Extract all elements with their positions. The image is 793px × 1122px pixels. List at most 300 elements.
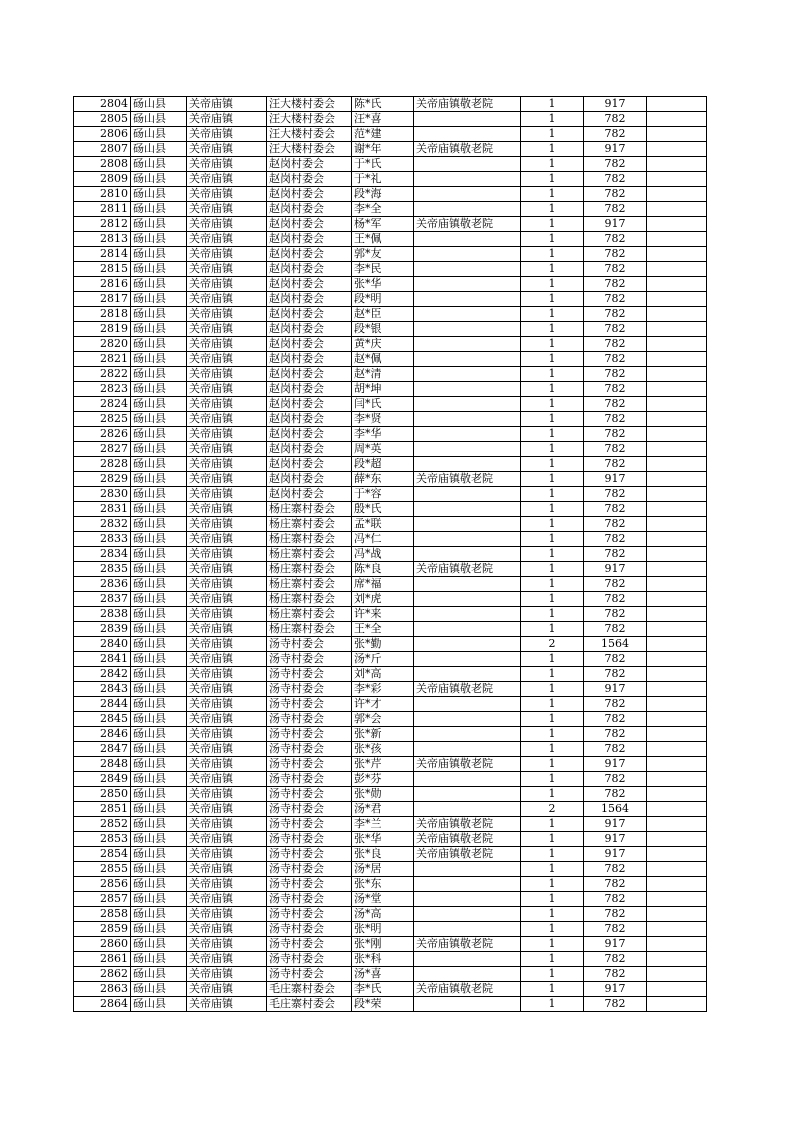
town-cell: 关帝庙镇 [187,937,267,952]
name-cell: 李*氏 [352,982,414,997]
row-index-cell: 2856 [74,877,131,892]
note-cell [647,337,707,352]
name-cell: 张*良 [352,847,414,862]
town-cell: 关帝庙镇 [187,232,267,247]
county-cell: 砀山县 [131,637,187,652]
row-index-cell: 2828 [74,457,131,472]
table-row [74,622,707,637]
count-cell: 1 [521,487,584,502]
table-row [74,847,707,862]
count-cell: 1 [521,187,584,202]
row-index-cell: 2829 [74,472,131,487]
data-table [73,96,707,1012]
town-cell: 关帝庙镇 [187,127,267,142]
count-cell: 1 [521,862,584,877]
village-cell: 赵岗村委会 [267,397,352,412]
count-cell: 1 [521,202,584,217]
row-index-cell: 2858 [74,907,131,922]
town-cell: 关帝庙镇 [187,952,267,967]
county-cell: 砀山县 [131,142,187,157]
village-cell: 赵岗村委会 [267,187,352,202]
institution-cell [414,157,521,172]
county-cell: 砀山县 [131,517,187,532]
county-cell: 砀山县 [131,832,187,847]
name-cell: 于*容 [352,487,414,502]
table-row [74,727,707,742]
table-row [74,682,707,697]
count-cell: 2 [521,802,584,817]
institution-cell [414,607,521,622]
table-row [74,322,707,337]
table-row [74,472,707,487]
note-cell [647,577,707,592]
institution-cell [414,487,521,502]
village-cell: 赵岗村委会 [267,472,352,487]
amount-cell: 782 [584,907,647,922]
note-cell [647,682,707,697]
table-row [74,607,707,622]
town-cell: 关帝庙镇 [187,967,267,982]
row-index-cell: 2850 [74,787,131,802]
table-row [74,277,707,292]
town-cell: 关帝庙镇 [187,697,267,712]
name-cell: 许*才 [352,697,414,712]
row-index-cell: 2818 [74,307,131,322]
institution-cell [414,997,521,1012]
table-row [74,187,707,202]
row-index-cell: 2836 [74,577,131,592]
county-cell: 砀山县 [131,997,187,1012]
amount-cell: 782 [584,412,647,427]
county-cell: 砀山县 [131,577,187,592]
row-index-cell: 2851 [74,802,131,817]
note-cell [647,487,707,502]
county-cell: 砀山县 [131,922,187,937]
count-cell: 1 [521,352,584,367]
institution-cell [414,262,521,277]
town-cell: 关帝庙镇 [187,262,267,277]
note-cell [647,952,707,967]
amount-cell: 917 [584,142,647,157]
note-cell [647,247,707,262]
table-row [74,397,707,412]
row-index-cell: 2844 [74,697,131,712]
table-row [74,502,707,517]
name-cell: 闫*氏 [352,397,414,412]
village-cell: 赵岗村委会 [267,382,352,397]
table-row [74,337,707,352]
name-cell: 刘*虎 [352,592,414,607]
row-index-cell: 2819 [74,322,131,337]
note-cell [647,97,707,112]
village-cell: 赵岗村委会 [267,157,352,172]
note-cell [647,907,707,922]
row-index-cell: 2855 [74,862,131,877]
row-index-cell: 2826 [74,427,131,442]
amount-cell: 782 [584,787,647,802]
county-cell: 砀山县 [131,592,187,607]
table-row [74,997,707,1012]
town-cell: 关帝庙镇 [187,112,267,127]
institution-cell [414,172,521,187]
town-cell: 关帝庙镇 [187,712,267,727]
count-cell: 1 [521,157,584,172]
town-cell: 关帝庙镇 [187,337,267,352]
table-row [74,982,707,997]
note-cell [647,307,707,322]
count-cell: 1 [521,277,584,292]
county-cell: 砀山县 [131,562,187,577]
name-cell: 李*贤 [352,412,414,427]
town-cell: 关帝庙镇 [187,802,267,817]
note-cell [647,547,707,562]
row-index-cell: 2807 [74,142,131,157]
village-cell: 赵岗村委会 [267,277,352,292]
amount-cell: 782 [584,532,647,547]
table-row [74,202,707,217]
institution-cell [414,382,521,397]
note-cell [647,877,707,892]
institution-cell [414,877,521,892]
village-cell: 汤寺村委会 [267,832,352,847]
county-cell: 砀山县 [131,967,187,982]
count-cell: 1 [521,397,584,412]
amount-cell: 782 [584,622,647,637]
town-cell: 关帝庙镇 [187,607,267,622]
count-cell: 1 [521,952,584,967]
note-cell [647,847,707,862]
institution-cell: 关帝庙镇敬老院 [414,97,521,112]
village-cell: 汤寺村委会 [267,877,352,892]
name-cell: 汪*喜 [352,112,414,127]
note-cell [647,832,707,847]
institution-cell: 关帝庙镇敬老院 [414,217,521,232]
town-cell: 关帝庙镇 [187,382,267,397]
amount-cell: 917 [584,562,647,577]
amount-cell: 917 [584,217,647,232]
table-row [74,262,707,277]
institution-cell [414,427,521,442]
village-cell: 杨庄寨村委会 [267,517,352,532]
row-index-cell: 2804 [74,97,131,112]
institution-cell [414,577,521,592]
amount-cell: 782 [584,517,647,532]
count-cell: 1 [521,892,584,907]
town-cell: 关帝庙镇 [187,442,267,457]
table-row [74,967,707,982]
note-cell [647,622,707,637]
town-cell: 关帝庙镇 [187,847,267,862]
village-cell: 汪大楼村委会 [267,97,352,112]
row-index-cell: 2808 [74,157,131,172]
name-cell: 谢*年 [352,142,414,157]
county-cell: 砀山县 [131,757,187,772]
institution-cell [414,397,521,412]
table-row [74,712,707,727]
count-cell: 1 [521,727,584,742]
institution-cell [414,307,521,322]
amount-cell: 782 [584,247,647,262]
county-cell: 砀山县 [131,112,187,127]
row-index-cell: 2841 [74,652,131,667]
town-cell: 关帝庙镇 [187,877,267,892]
county-cell: 砀山县 [131,412,187,427]
row-index-cell: 2831 [74,502,131,517]
village-cell: 汪大楼村委会 [267,142,352,157]
count-cell: 1 [521,232,584,247]
note-cell [647,697,707,712]
institution-cell [414,622,521,637]
count-cell: 1 [521,757,584,772]
name-cell: 段*超 [352,457,414,472]
institution-cell: 关帝庙镇敬老院 [414,472,521,487]
note-cell [647,817,707,832]
note-cell [647,742,707,757]
note-cell [647,262,707,277]
note-cell [647,787,707,802]
count-cell: 1 [521,292,584,307]
count-cell: 1 [521,667,584,682]
name-cell: 陈*氏 [352,97,414,112]
count-cell: 1 [521,562,584,577]
row-index-cell: 2827 [74,442,131,457]
name-cell: 薛*东 [352,472,414,487]
count-cell: 1 [521,907,584,922]
count-cell: 1 [521,472,584,487]
table-row [74,907,707,922]
county-cell: 砀山县 [131,847,187,862]
count-cell: 2 [521,637,584,652]
village-cell: 汤寺村委会 [267,637,352,652]
county-cell: 砀山县 [131,397,187,412]
county-cell: 砀山县 [131,787,187,802]
institution-cell [414,772,521,787]
table-row [74,892,707,907]
town-cell: 关帝庙镇 [187,502,267,517]
row-index-cell: 2806 [74,127,131,142]
county-cell: 砀山县 [131,382,187,397]
note-cell [647,652,707,667]
row-index-cell: 2860 [74,937,131,952]
note-cell [647,892,707,907]
row-index-cell: 2830 [74,487,131,502]
amount-cell: 917 [584,97,647,112]
table-row [74,247,707,262]
name-cell: 张*明 [352,922,414,937]
count-cell: 1 [521,532,584,547]
institution-cell [414,337,521,352]
note-cell [647,802,707,817]
institution-cell [414,442,521,457]
name-cell: 赵*佩 [352,352,414,367]
count-cell: 1 [521,127,584,142]
note-cell [647,127,707,142]
county-cell: 砀山县 [131,982,187,997]
note-cell [647,142,707,157]
name-cell: 张*新 [352,727,414,742]
village-cell: 汤寺村委会 [267,967,352,982]
village-cell: 赵岗村委会 [267,352,352,367]
institution-cell [414,922,521,937]
note-cell [647,967,707,982]
note-cell [647,277,707,292]
village-cell: 汤寺村委会 [267,787,352,802]
note-cell [647,667,707,682]
county-cell: 砀山县 [131,337,187,352]
town-cell: 关帝庙镇 [187,307,267,322]
row-index-cell: 2859 [74,922,131,937]
count-cell: 1 [521,967,584,982]
amount-cell: 782 [584,592,647,607]
institution-cell [414,532,521,547]
count-cell: 1 [521,172,584,187]
town-cell: 关帝庙镇 [187,202,267,217]
name-cell: 于*礼 [352,172,414,187]
count-cell: 1 [521,382,584,397]
town-cell: 关帝庙镇 [187,742,267,757]
institution-cell [414,637,521,652]
amount-cell: 1564 [584,637,647,652]
table-row [74,832,707,847]
row-index-cell: 2854 [74,847,131,862]
institution-cell [414,697,521,712]
table-row [74,772,707,787]
note-cell [647,382,707,397]
county-cell: 砀山县 [131,217,187,232]
amount-cell: 782 [584,742,647,757]
table-row [74,787,707,802]
village-cell: 汤寺村委会 [267,862,352,877]
institution-cell: 关帝庙镇敬老院 [414,832,521,847]
amount-cell: 782 [584,157,647,172]
town-cell: 关帝庙镇 [187,622,267,637]
town-cell: 关帝庙镇 [187,892,267,907]
village-cell: 汤寺村委会 [267,757,352,772]
town-cell: 关帝庙镇 [187,397,267,412]
county-cell: 砀山县 [131,487,187,502]
count-cell: 1 [521,262,584,277]
name-cell: 李*兰 [352,817,414,832]
institution-cell [414,412,521,427]
name-cell: 汤*高 [352,907,414,922]
amount-cell: 782 [584,187,647,202]
amount-cell: 782 [584,442,647,457]
amount-cell: 782 [584,382,647,397]
town-cell: 关帝庙镇 [187,217,267,232]
row-index-cell: 2861 [74,952,131,967]
amount-cell: 782 [584,892,647,907]
count-cell: 1 [521,112,584,127]
amount-cell: 782 [584,112,647,127]
village-cell: 赵岗村委会 [267,337,352,352]
amount-cell: 917 [584,472,647,487]
note-cell [647,712,707,727]
note-cell [647,937,707,952]
village-cell: 汤寺村委会 [267,772,352,787]
village-cell: 杨庄寨村委会 [267,562,352,577]
table-row [74,862,707,877]
count-cell: 1 [521,607,584,622]
count-cell: 1 [521,442,584,457]
town-cell: 关帝庙镇 [187,97,267,112]
town-cell: 关帝庙镇 [187,352,267,367]
village-cell: 汪大楼村委会 [267,112,352,127]
name-cell: 汤*斤 [352,652,414,667]
county-cell: 砀山县 [131,697,187,712]
amount-cell: 782 [584,337,647,352]
institution-cell [414,652,521,667]
note-cell [647,457,707,472]
town-cell: 关帝庙镇 [187,247,267,262]
village-cell: 汤寺村委会 [267,847,352,862]
amount-cell: 917 [584,937,647,952]
table-row [74,172,707,187]
count-cell: 1 [521,787,584,802]
table-row [74,592,707,607]
table-body [74,97,707,1012]
amount-cell: 782 [584,877,647,892]
count-cell: 1 [521,307,584,322]
count-cell: 1 [521,337,584,352]
county-cell: 砀山县 [131,157,187,172]
village-cell: 赵岗村委会 [267,217,352,232]
amount-cell: 782 [584,547,647,562]
note-cell [647,112,707,127]
name-cell: 郭*会 [352,712,414,727]
count-cell: 1 [521,652,584,667]
amount-cell: 782 [584,307,647,322]
row-index-cell: 2832 [74,517,131,532]
note-cell [647,292,707,307]
table-row [74,577,707,592]
count-cell: 1 [521,142,584,157]
row-index-cell: 2825 [74,412,131,427]
village-cell: 赵岗村委会 [267,202,352,217]
count-cell: 1 [521,547,584,562]
town-cell: 关帝庙镇 [187,457,267,472]
village-cell: 汤寺村委会 [267,907,352,922]
name-cell: 王*全 [352,622,414,637]
institution-cell [414,277,521,292]
name-cell: 范*建 [352,127,414,142]
note-cell [647,322,707,337]
note-cell [647,982,707,997]
institution-cell [414,712,521,727]
county-cell: 砀山县 [131,127,187,142]
village-cell: 杨庄寨村委会 [267,577,352,592]
amount-cell: 782 [584,697,647,712]
note-cell [647,517,707,532]
table-row [74,637,707,652]
table-row [74,817,707,832]
institution-cell [414,127,521,142]
table-row [74,307,707,322]
institution-cell [414,202,521,217]
count-cell: 1 [521,682,584,697]
name-cell: 李*华 [352,427,414,442]
town-cell: 关帝庙镇 [187,862,267,877]
town-cell: 关帝庙镇 [187,517,267,532]
name-cell: 陈*良 [352,562,414,577]
amount-cell: 782 [584,997,647,1012]
amount-cell: 782 [584,577,647,592]
count-cell: 1 [521,847,584,862]
count-cell: 1 [521,502,584,517]
table-row [74,667,707,682]
town-cell: 关帝庙镇 [187,922,267,937]
name-cell: 胡*坤 [352,382,414,397]
town-cell: 关帝庙镇 [187,772,267,787]
